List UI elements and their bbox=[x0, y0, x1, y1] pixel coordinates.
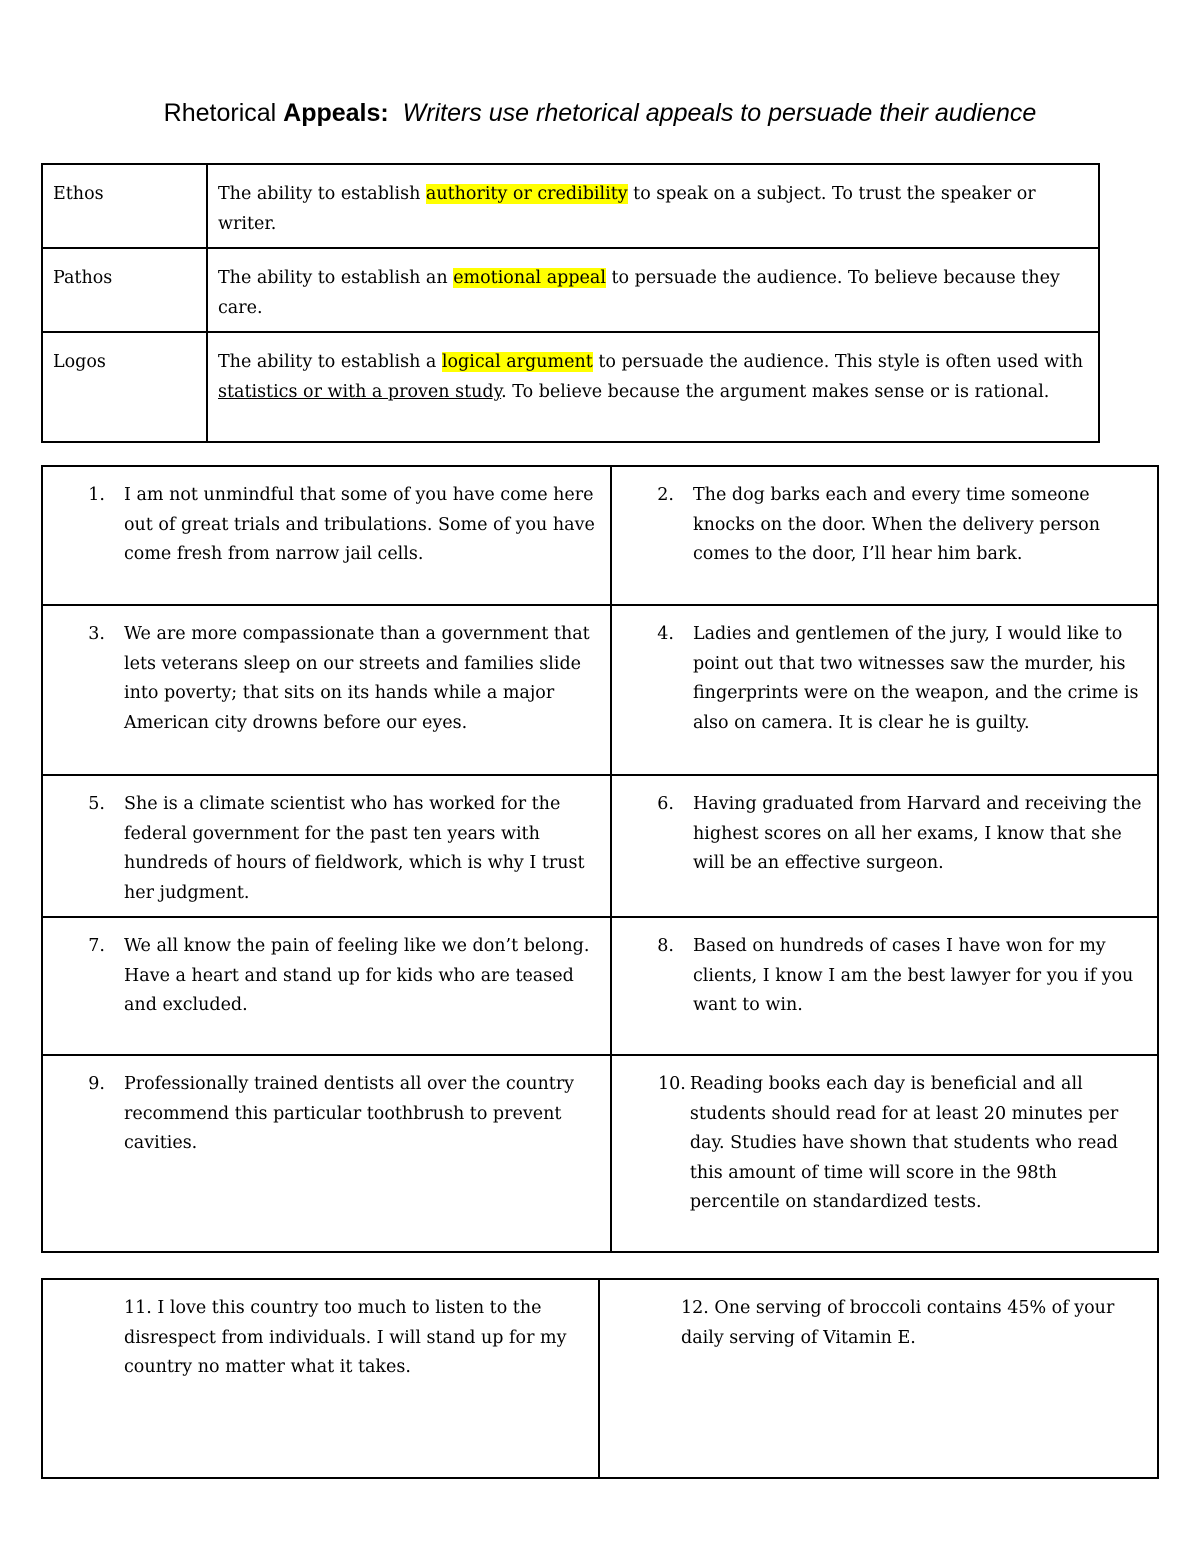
item-text: We are more compassionate than a government that lets veterans sleep on our streets and families slide into poverty; that sits on its hands while a major American city drowns before our eyes. bbox=[124, 624, 590, 733]
appeal-definition bbox=[207, 164, 1099, 248]
appeal-row bbox=[42, 164, 1099, 248]
example-cell bbox=[42, 775, 611, 917]
examples-table-2 bbox=[41, 1278, 1159, 1479]
highlighted-text: authority or credibility bbox=[425, 184, 628, 204]
list-item bbox=[43, 790, 600, 908]
item-text: Having graduated from Harvard and receiving the highest scores on all her exams, I know that she will be an effective surgeon. bbox=[693, 794, 1142, 873]
item-text: We all know the pain of feeling like we don’t belong. Have a heart and stand up for kids who are teased and excluded. bbox=[124, 936, 590, 1015]
list-item bbox=[43, 481, 600, 570]
example-cell bbox=[42, 1055, 611, 1252]
title-part-2: Appeals: bbox=[283, 99, 389, 127]
list-item bbox=[612, 620, 1147, 738]
item-text: Based on hundreds of cases I have won for my clients, I know I am the best lawyer for you if you want to win. bbox=[693, 936, 1134, 1015]
example-cell bbox=[599, 1279, 1158, 1478]
item-number: 8. bbox=[657, 936, 674, 956]
item-text: The dog barks each and every time someone knocks on the door. When the delivery person comes to the door, I’ll hear him bark. bbox=[693, 485, 1100, 564]
item-number: 7. bbox=[88, 936, 105, 956]
item-number: 3. bbox=[88, 624, 105, 644]
appeal-definition bbox=[207, 248, 1099, 332]
def-text: The ability to establish a bbox=[218, 352, 442, 372]
def-text: to persuade the audience. To believe because they care. bbox=[218, 268, 1060, 318]
item-text: She is a climate scientist who has worked for the federal government for the past ten years with hundreds of hours of fieldwork, which is why I trust her judgment. bbox=[124, 794, 585, 903]
item-text: Professionally trained dentists all over the country recommend this particular toothbrush to prevent cavities. bbox=[124, 1074, 575, 1153]
example-cell bbox=[611, 1055, 1158, 1252]
def-text: to persuade the audience. This style is often used with bbox=[592, 352, 1083, 372]
def-text: . To believe because the argument makes sense or is rational. bbox=[501, 382, 1050, 402]
examples-row bbox=[42, 1055, 1158, 1252]
examples-row bbox=[42, 605, 1158, 775]
list-item bbox=[612, 481, 1147, 570]
example-cell bbox=[42, 917, 611, 1055]
list-item bbox=[43, 620, 600, 738]
underlined-text: statistics or with a proven study bbox=[218, 382, 502, 402]
list-item bbox=[612, 932, 1147, 1021]
examples-row bbox=[42, 775, 1158, 917]
def-text: The ability to establish bbox=[218, 184, 426, 204]
item-number: 5. bbox=[88, 794, 105, 814]
list-item bbox=[43, 932, 600, 1021]
item-text: Ladies and gentlemen of the jury, I would like to point out that two witnesses saw the murder, his fingerprints were on the weapon, and the crime is also on camera. It is clear he is guilty. bbox=[693, 624, 1139, 733]
def-text: to speak on a subject. To trust the speaker or writer. bbox=[218, 184, 1036, 234]
example-cell bbox=[611, 466, 1158, 605]
item-text: Reading books each day is beneficial and all students should read for at least 20 minutes per day. Studies have shown that students who read this amount of time will score in the 98th percentile on standardized tests. bbox=[689, 1074, 1119, 1212]
appeal-term: Logos bbox=[42, 332, 207, 442]
highlighted-text: logical argument bbox=[441, 352, 593, 372]
list-item bbox=[612, 790, 1147, 879]
appeal-term: Pathos bbox=[42, 248, 207, 332]
item-number: 6. bbox=[657, 794, 674, 814]
page-title bbox=[0, 99, 1200, 128]
appeal-definition bbox=[207, 332, 1099, 442]
examples-row bbox=[42, 466, 1158, 605]
example-cell bbox=[611, 775, 1158, 917]
list-item bbox=[612, 1070, 1147, 1218]
example-cell bbox=[611, 605, 1158, 775]
appeal-row bbox=[42, 248, 1099, 332]
def-text: The ability to establish an bbox=[218, 268, 454, 288]
highlighted-text: emotional appeal bbox=[453, 268, 606, 288]
example-cell bbox=[42, 605, 611, 775]
title-part-3: Writers use rhetorical appeals to persuade their audience bbox=[388, 99, 1037, 127]
item-number: 2. bbox=[657, 485, 674, 505]
item-number: 10. bbox=[658, 1074, 686, 1094]
examples-table bbox=[41, 465, 1159, 1253]
example-cell bbox=[611, 917, 1158, 1055]
title-part-1: Rhetorical bbox=[163, 99, 284, 127]
item-text: 11. I love this country too much to listen to the disrespect from individuals. I will stand up for my country no matter what it takes. bbox=[124, 1298, 567, 1377]
example-cell bbox=[42, 466, 611, 605]
item-text: 12. One serving of broccoli contains 45% of your daily serving of Vitamin E. bbox=[681, 1298, 1115, 1348]
examples-row bbox=[42, 917, 1158, 1055]
appeal-row bbox=[42, 332, 1099, 442]
examples-row bbox=[42, 1279, 1158, 1478]
example-cell bbox=[42, 1279, 599, 1478]
appeals-table bbox=[41, 163, 1100, 443]
appeal-term: Ethos bbox=[42, 164, 207, 248]
item-text: I am not unmindful that some of you have come here out of great trials and tribulations. Some of you have come fresh from narrow jail cells. bbox=[124, 485, 595, 564]
list-item bbox=[43, 1070, 600, 1159]
item-number: 4. bbox=[657, 624, 674, 644]
item-number: 9. bbox=[88, 1074, 105, 1094]
item-number: 1. bbox=[88, 485, 105, 505]
